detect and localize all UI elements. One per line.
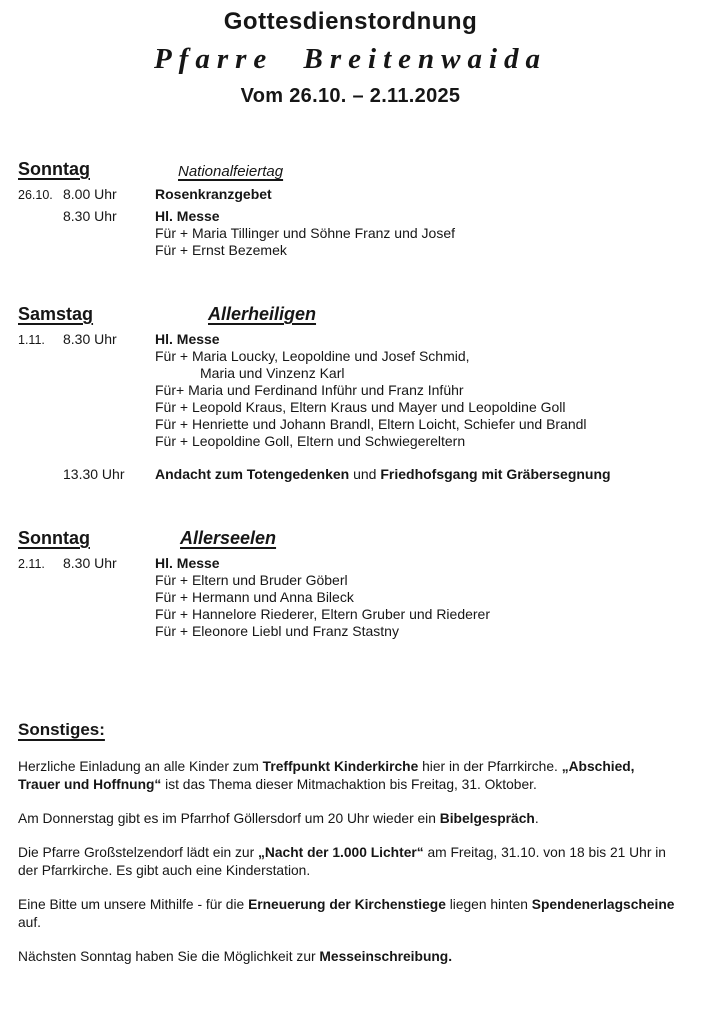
text-run: Nächsten Sonntag haben Sie die Möglichkeit zur <box>18 949 320 964</box>
entry-line <box>155 242 683 259</box>
document-header <box>18 8 683 108</box>
feast-heading: Allerheiligen <box>208 304 317 324</box>
entry-line <box>155 208 683 225</box>
entry-line <box>155 331 683 348</box>
parish-name: Pfarre Breitenwaida <box>153 43 548 75</box>
entry-line <box>155 365 683 382</box>
notices-heading: Sonstiges: <box>18 720 105 739</box>
text-run: Für + Leopold Kraus, Eltern Kraus und Mayer und Leopoldine Goll <box>155 399 566 415</box>
schedule-sections <box>18 158 683 640</box>
entry-line <box>155 623 683 640</box>
text-run: Für + Eleonore Liebl und Franz Stastny <box>155 623 399 639</box>
section-heading <box>18 303 683 327</box>
document-title: Gottesdienstordnung <box>223 8 478 35</box>
section-heading <box>18 158 683 182</box>
entry-time: 8.30 Uhr <box>63 331 117 347</box>
schedule-entry <box>18 208 683 259</box>
text-run: Für + Henriette und Johann Brandl, Eltern Loicht, Schiefer und Brandl <box>155 416 587 432</box>
text-run: Für + Leopoldine Goll, Eltern und Schwiegereltern <box>155 433 466 449</box>
entry-description <box>155 186 683 203</box>
text-run: Herzliche Einladung an alle Kinder zum <box>18 759 263 774</box>
entry-line <box>155 382 683 399</box>
schedule-section <box>18 527 683 640</box>
text-run: Erneuerung der Kirchenstiege <box>248 897 446 912</box>
text-run: Für + Ernst Bezemek <box>155 242 287 258</box>
day-heading: Samstag <box>18 304 94 324</box>
text-run: Friedhofsgang mit Gräbersegnung <box>380 466 611 482</box>
entry-date: 2.11. <box>18 557 45 571</box>
entry-date <box>18 466 63 467</box>
section-heading <box>18 527 683 551</box>
notice-paragraph <box>18 896 680 932</box>
text-run: Für + Maria Tillinger und Söhne Franz und Josef <box>155 225 455 241</box>
text-run: Für+ Maria und Ferdinand Inführ und Franz Inführ <box>155 382 464 398</box>
entry-time: 8.00 Uhr <box>63 186 117 202</box>
document-body <box>18 158 683 966</box>
feast-heading: Allerseelen <box>180 528 277 548</box>
text-run: . <box>534 811 539 826</box>
text-run: Für + Eltern und Bruder Göberl <box>155 572 348 588</box>
notice-paragraph <box>18 948 680 966</box>
entry-line <box>155 348 683 365</box>
entry-line <box>155 186 683 203</box>
text-run: Für + Hannelore Riederer, Eltern Gruber und Riederer <box>155 606 491 622</box>
entry-date: 1.11. <box>18 333 45 347</box>
day-heading: Sonntag <box>18 528 90 548</box>
text-run: Messeinschreibung. <box>319 949 453 964</box>
text-run: „Abschied, Trauer und Hoffnung“ <box>18 759 635 792</box>
text-run: und <box>349 466 381 482</box>
text-run: Rosenkranzgebet <box>155 186 272 202</box>
text-run: „Nacht der 1.000 Lichter“ <box>258 845 424 860</box>
entry-line <box>155 433 683 450</box>
entry-line <box>155 555 683 572</box>
schedule-entry <box>18 331 683 450</box>
schedule-section <box>18 158 683 259</box>
notice-paragraph <box>18 810 680 828</box>
entry-line <box>155 466 683 483</box>
entry-date: 26.10. <box>18 188 53 202</box>
entry-time: 13.30 Uhr <box>63 466 125 482</box>
entry-description <box>155 555 683 640</box>
text-run: Für + Hermann und Anna Bileck <box>155 589 354 605</box>
text-run: auf. <box>18 915 42 930</box>
schedule-section <box>18 303 683 483</box>
notice-paragraph <box>18 844 680 880</box>
text-run: hier in der Pfarrkirche. <box>418 759 562 774</box>
text-run: liegen hinten <box>445 897 532 912</box>
text-run: Für + Maria Loucky, Leopoldine und Josef Schmid, <box>155 348 470 364</box>
text-run: Maria und Vinzenz Karl <box>200 365 345 381</box>
text-run: am Freitag, 31.10. von 18 bis 21 Uhr in der Pfarrkirche. Es gibt auch eine Kinderstation. <box>18 845 666 878</box>
text-run: ist das Thema dieser Mitmachaktion bis Freitag, 31. Oktober. <box>161 777 537 792</box>
day-heading: Sonntag <box>18 159 90 179</box>
schedule-entry <box>18 466 683 483</box>
date-range: Vom 26.10. – 2.11.2025 <box>240 85 461 107</box>
entry-line <box>155 225 683 242</box>
entry-line <box>155 399 683 416</box>
schedule-entry <box>18 555 683 640</box>
entry-line <box>155 572 683 589</box>
text-run: Hl. Messe <box>155 555 220 571</box>
text-run: Am Donnerstag gibt es im Pfarrhof Göllersdorf um 20 Uhr wieder ein <box>18 811 440 826</box>
text-run: Hl. Messe <box>155 331 220 347</box>
entry-description <box>155 331 683 450</box>
entry-line <box>155 606 683 623</box>
entry-line <box>155 416 683 433</box>
text-run: Treffpunkt Kinderkirche <box>262 759 419 774</box>
notice-paragraph <box>18 758 680 794</box>
notices-section <box>18 720 683 966</box>
text-run: Die Pfarre Großstelzendorf lädt ein zur <box>18 845 259 860</box>
text-run: Hl. Messe <box>155 208 220 224</box>
text-run: Eine Bitte um unsere Mithilfe - für die <box>18 897 249 912</box>
notices-paragraphs <box>18 758 683 966</box>
entry-description <box>155 208 683 259</box>
entry-description <box>155 466 683 483</box>
feast-heading: Nationalfeiertag <box>178 163 284 180</box>
schedule-entry <box>18 186 683 204</box>
entry-time: 8.30 Uhr <box>63 208 117 224</box>
text-run: Spendenerlagscheine <box>531 897 675 912</box>
entry-line <box>155 589 683 606</box>
text-run: Bibelgespräch <box>439 811 535 826</box>
entry-time: 8.30 Uhr <box>63 555 117 571</box>
entry-date <box>18 208 63 209</box>
text-run: Andacht zum Totengedenken <box>155 466 350 482</box>
